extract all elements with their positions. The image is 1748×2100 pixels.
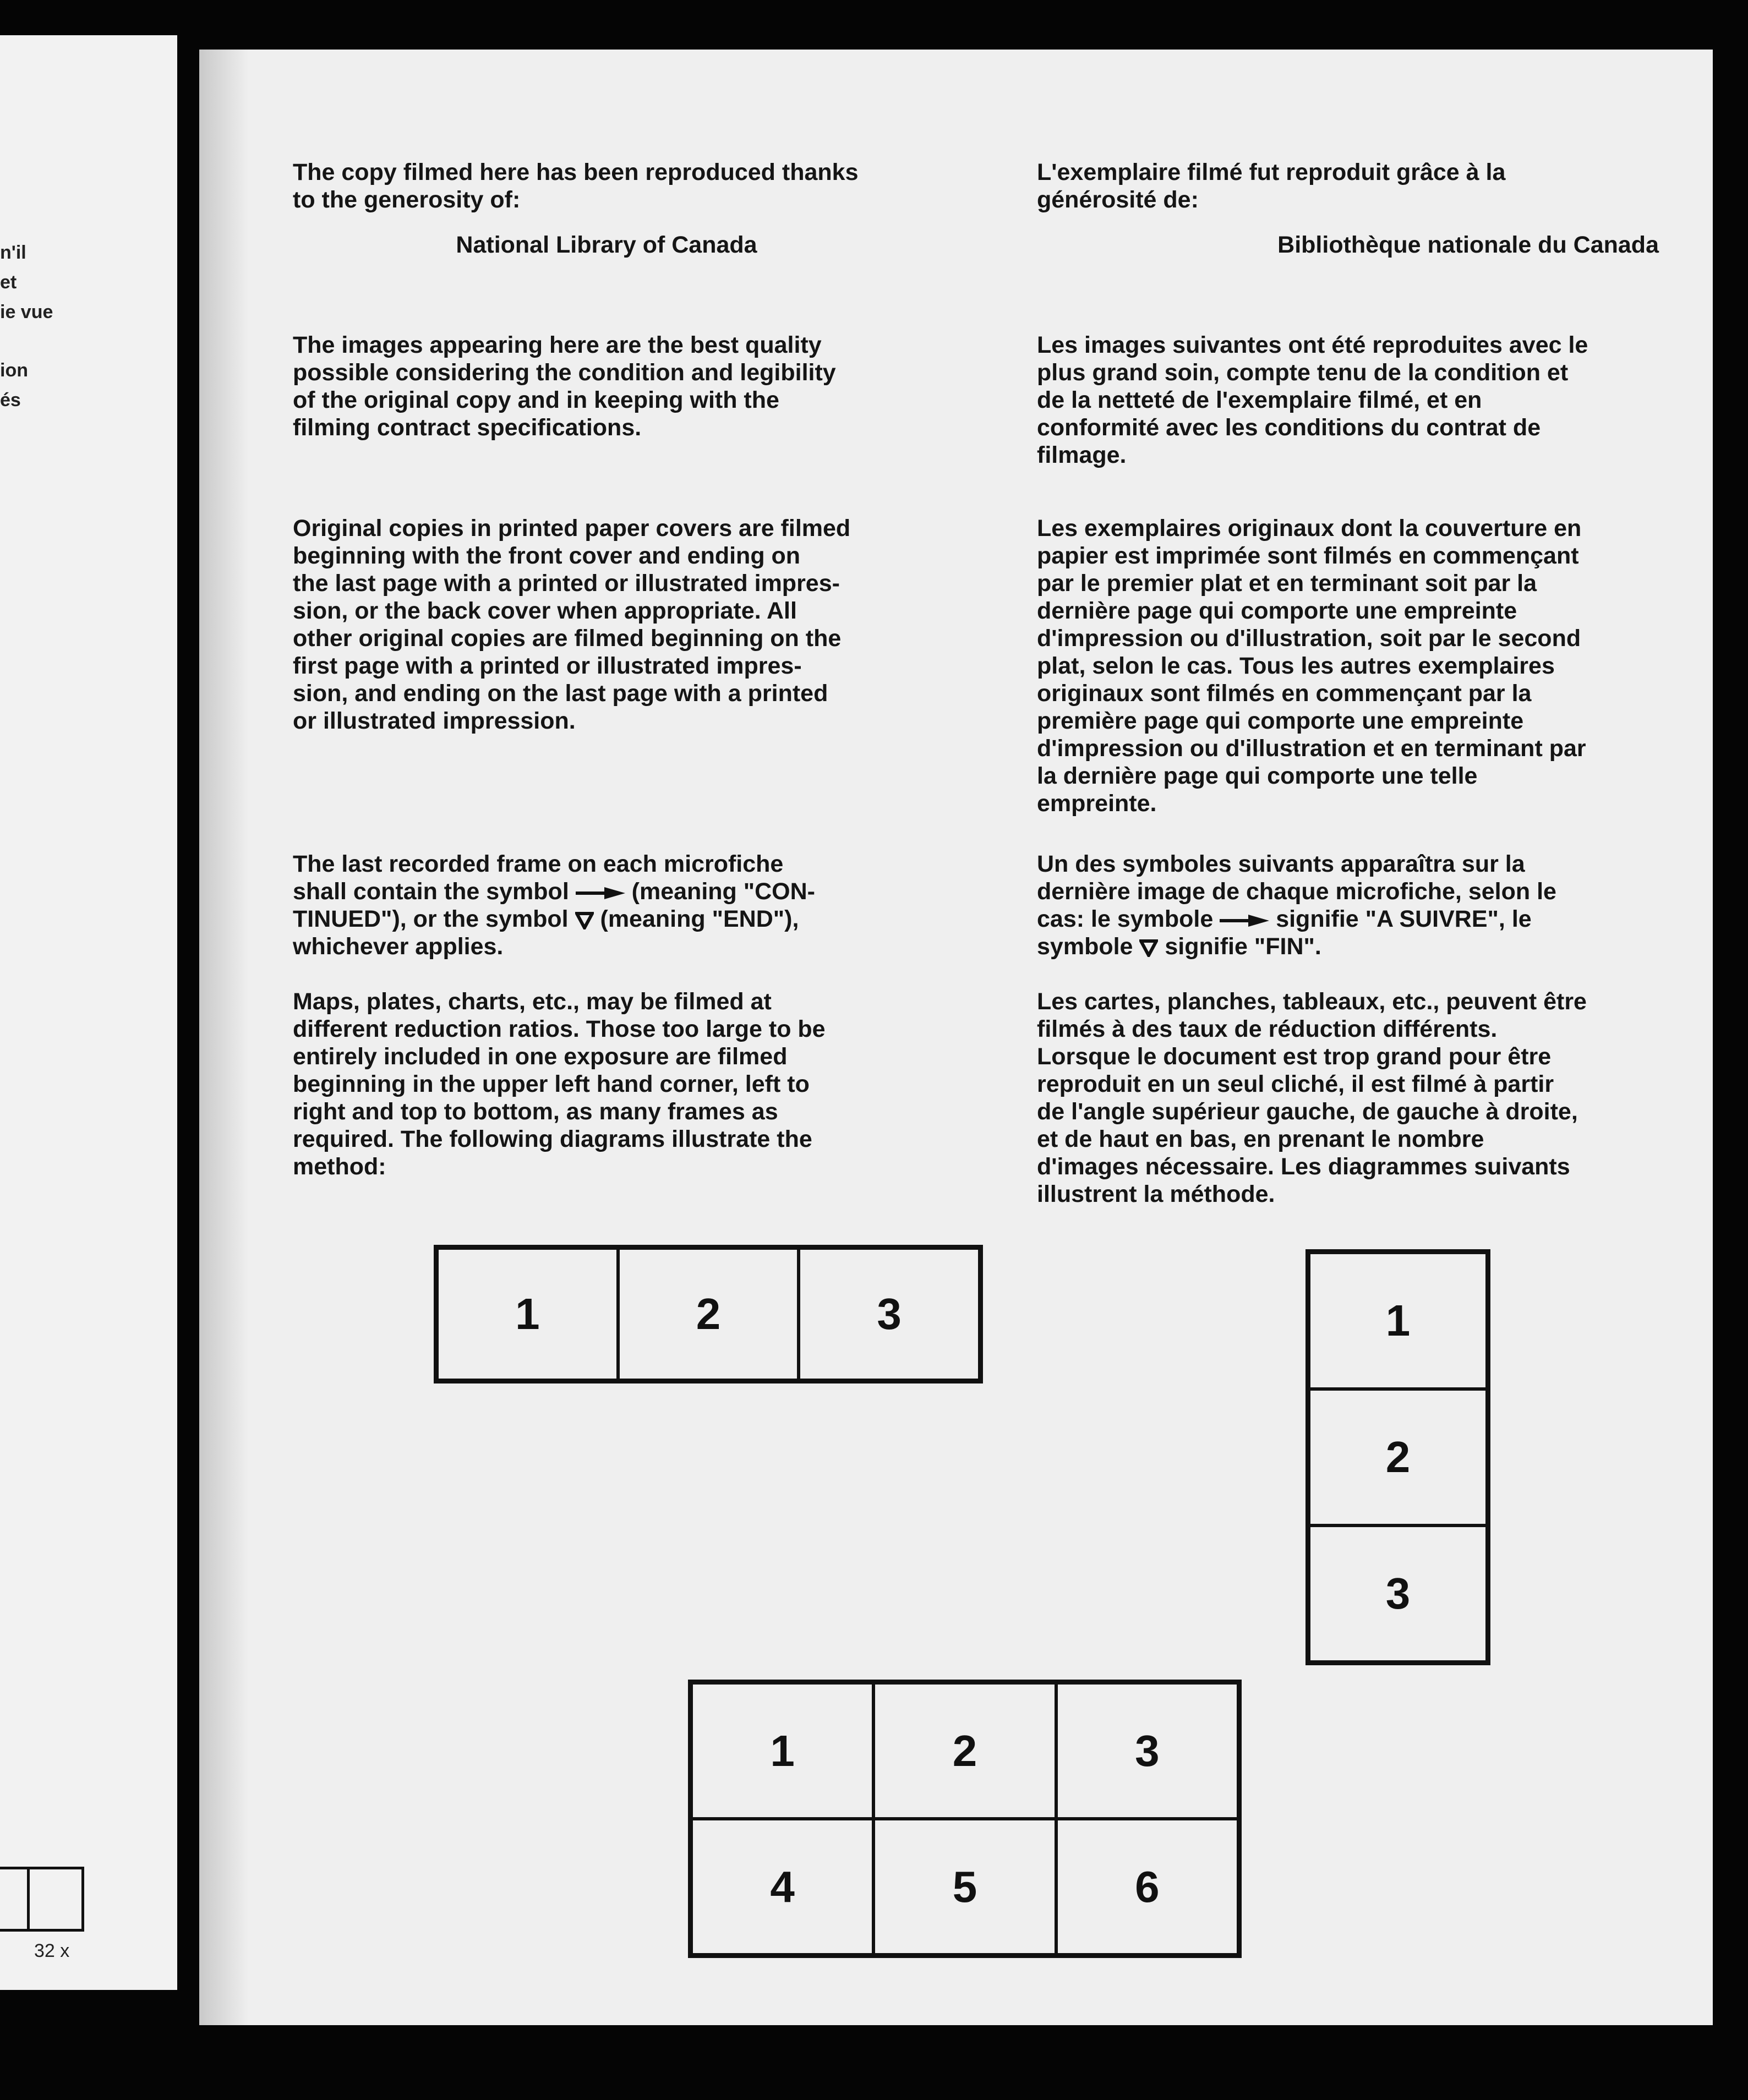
frame-cell: 4 xyxy=(691,1819,873,1955)
en-symbol-text: The last recorded frame on each microfiche shall contain the symbol xyxy=(293,851,784,905)
grid-frame-diagram xyxy=(688,1680,1242,1958)
frame-cell: 1 xyxy=(691,1683,873,1819)
left-page-fragment: és xyxy=(0,390,21,411)
fr-symbol-paragraph xyxy=(1037,850,1659,960)
english-column xyxy=(293,158,904,1180)
vertical-frame-diagram xyxy=(1305,1249,1490,1665)
fr-reduction-method: Les cartes, planches, tableaux, etc., peuvent être filmés à des taux de réduction différents. Lorsque le document est trop grand pour être reproduit en un seul cliché, il est filmé à partir de l'angle supérieur gauche, de gauche à droite, et de haut en bas, en prenant le nombre d'images nécessaire. Les diagrammes suivants illustrent la méthode. xyxy=(1037,988,1587,1207)
frame-cell: 2 xyxy=(873,1683,1056,1819)
fr-symbol-text: signifie "FIN". xyxy=(1165,933,1321,960)
frame-cell: 5 xyxy=(873,1819,1056,1955)
left-page-grid-cell xyxy=(0,1867,30,1932)
left-page-fragment: ie vue xyxy=(0,302,53,322)
en-reduction-method: Maps, plates, charts, etc., may be filmed at different reduction ratios. Those too large to be entirely included in one exposure are filmed beginning in the upper left hand corner, left to right and top to bottom, as many frames as required. The following diagrams illustrate the method: xyxy=(293,988,826,1180)
left-page-grid-cell xyxy=(27,1867,84,1932)
arrow-right-icon xyxy=(1220,914,1269,928)
frame-cell: 3 xyxy=(1056,1683,1238,1819)
fr-quality-statement: Les images suivantes ont été reproduites avec le plus grand soin, compte tenu de la condition et de la netteté de l'exemplaire filmé, et en conformité avec les conditions du contrat de filmage. xyxy=(1037,332,1588,468)
en-institution: National Library of Canada xyxy=(456,232,757,258)
fr-filming-order: Les exemplaires originaux dont la couverture en papier est imprimée sont filmés en commençant par le premier plat et en terminant soit par la dernière page qui comporte une empreinte d'impression ou d'illustration, soit par le second plat, selon le cas. Tous les autres exemplaires originaux sont filmés en commençant par la première page qui comporte une empreinte d'impression ou d'illustration et en terminant par la dernière page qui comporte une telle empreinte. xyxy=(1037,515,1586,817)
page-binding-shadow xyxy=(199,50,249,2025)
en-symbol-text: (meaning "CON- TINUED"), or the symbol xyxy=(293,878,816,932)
frame-cell: 6 xyxy=(1056,1819,1238,1955)
reduction-label: 32 x xyxy=(34,1940,70,1961)
frame-cell: 3 xyxy=(799,1248,980,1380)
en-symbol-paragraph xyxy=(293,850,904,960)
frame-cell: 1 xyxy=(1309,1253,1487,1389)
fr-institution: Bibliothèque nationale du Canada xyxy=(1277,232,1659,258)
en-filming-order: Original copies in printed paper covers are filmed beginning with the front cover and ending on the last page with a printed or illustrated impres- sion, or the back cover when appropriate. All other original copies are filmed beginning on the first page with a printed or illustrated impres- sion, and ending on the last page with a printed or illustrated impression. xyxy=(293,515,851,734)
left-partial-page xyxy=(0,35,177,1990)
french-column xyxy=(1037,158,1659,1208)
main-page xyxy=(199,50,1713,2025)
frame-cell: 3 xyxy=(1309,1525,1487,1662)
left-page-fragment: n'il xyxy=(0,242,26,263)
frame-cell: 2 xyxy=(618,1248,799,1380)
left-page-fragment: et xyxy=(0,272,17,293)
arrow-right-icon xyxy=(576,886,625,900)
horizontal-frame-diagram xyxy=(434,1245,983,1383)
triangle-down-icon xyxy=(575,912,594,929)
en-quality-statement: The images appearing here are the best quality possible considering the condition and legibility of the original copy and in keeping with the filming contract specifications. xyxy=(293,332,836,441)
en-symbol-text: (meaning "END"), whichever applies. xyxy=(293,906,799,960)
left-page-fragment: ion xyxy=(0,360,28,381)
triangle-down-icon xyxy=(1139,939,1158,957)
frame-cell: 1 xyxy=(437,1248,618,1380)
frame-cell: 2 xyxy=(1309,1389,1487,1525)
en-acknowledgement: The copy filmed here has been reproduced thanks to the generosity of: xyxy=(293,159,859,213)
fr-acknowledgement: L'exemplaire filmé fut reproduit grâce à la générosité de: xyxy=(1037,159,1506,213)
fr-symbol-text: signifie "A SUIVRE", le symbole xyxy=(1037,906,1532,960)
fr-symbol-text: Un des symboles suivants apparaîtra sur la dernière image de chaque microfiche, selon le cas: le symbole xyxy=(1037,851,1556,932)
